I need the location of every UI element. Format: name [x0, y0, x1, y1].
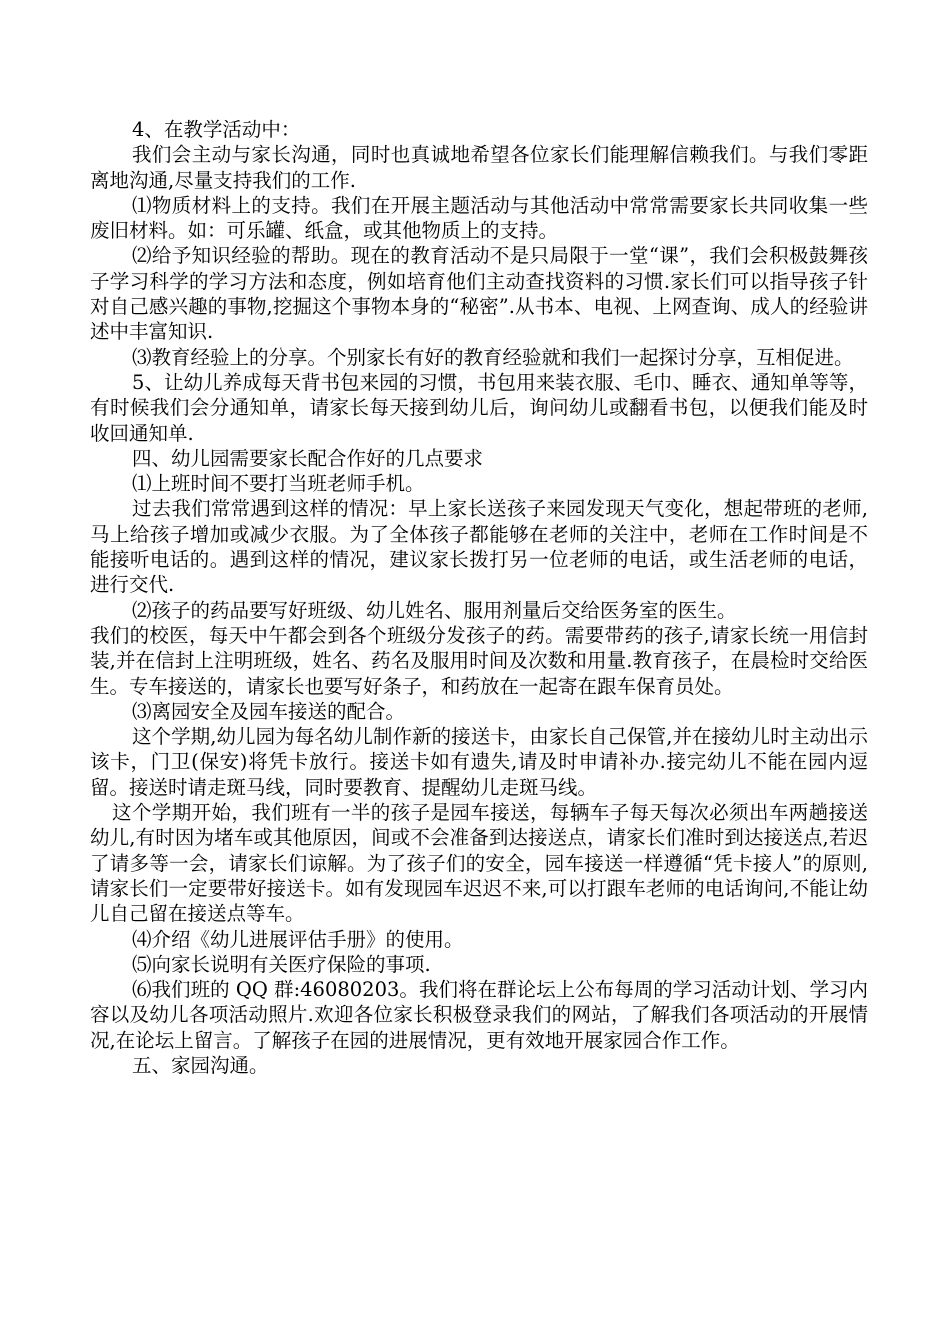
section-heading: 五、家园沟通。 [132, 1053, 269, 1077]
list-item: ⑶教育经验上的分享。个别家长有好的教育经验就和我们一起探讨分享，互相促进。 [132, 345, 854, 369]
document-body [90, 117, 868, 1078]
paragraph: 我们会主动与家长沟通，同时也真诚地希望各位家长们能理解信赖我们。与我们零距离地沟通,尽量支持我们的工作. [90, 143, 868, 192]
list-item: ⑶离园安全及园车接送的配合。 [132, 699, 406, 723]
paragraph: 我们的校医，每天中午都会到各个班级分发孩子的药。需要带药的孩子,请家长统一用信封装,并在信封上注明班级，姓名、药名及服用时间及次数和用量.教育孩子，在晨检时交给医生。专车接送的，请家长也要写好条子，和药放在一起寄在跟车保育员处。 [90, 623, 868, 698]
list-item: ⑸向家长说明有关医疗保险的事项. [132, 952, 431, 976]
list-item: ⑹我们班的 QQ 群:46080203。我们将在群论坛上公布每周的学习活动计划、学习内容以及幼儿各项活动照片.欢迎各位家长积极登录我们的网站，了解我们各项活动的开展情况,在论坛上留言。了解孩子在园的进展情况，更有效地开展家园合作工作。 [90, 978, 868, 1052]
section-heading: 四、幼儿园需要家长配合作好的几点要求 [132, 446, 484, 470]
list-item: ⑴上班时间不要打当班老师手机。 [132, 472, 425, 496]
list-item: ⑵给予知识经验的帮助。现在的教育活动不是只局限于一堂“课”，我们会积极鼓舞孩子学习科学的学习方法和态度，例如培育他们主动查找资料的习惯.家长们可以指导孩子针对自己感兴趣的事物,挖掘这个事物本身的“秘密”.从书本、电视、上网查询、成人的经验讲述中丰富知识. [90, 244, 868, 344]
paragraph: 这个学期,幼儿园为每名幼儿制作新的接送卡，由家长自己保管,并在接幼儿时主动出示该卡，门卫(保安)将凭卡放行。接送卡如有遗失,请及时申请补办.接完幼儿不能在园内逗留。接送时请走斑马线，同时要教育、提醒幼儿走斑马线。 [90, 725, 868, 799]
paragraph: 这个学期开始，我们班有一半的孩子是园车接送，每辆车子每天每次必须出车两趟接送幼儿,有时因为堵车或其他原因，间或不会准备到达接送点，请家长们准时到达接送点,若迟了请多等一会，请家长们谅解。为了孩子们的安全，园车接送一样遵循“凭卡接人”的原则,请家长们一定要带好接送卡。如有发现园车迟迟不来,可以打跟车老师的电话询问,不能让幼儿自己留在接送点等车。 [90, 801, 868, 926]
list-item: ⑵孩子的药品要写好班级、幼儿姓名、服用剂量后交给医务室的医生。 [132, 598, 737, 622]
section-heading: 5、让幼儿养成每天背书包来园的习惯，书包用来装衣服、毛巾、睡衣、通知单等等，有时候我们会分通知单，请家长每天接到幼儿后，询问幼儿或翻看书包，以便我们能及时收回通知单. [90, 370, 868, 445]
list-item: ⑴物质材料上的支持。我们在开展主题活动与其他活动中常常需要家长共同收集一些废旧材料。如：可乐罐、纸盒，或其他物质上的支持。 [90, 193, 868, 243]
section-heading: 4、在教学活动中： [132, 118, 301, 141]
paragraph: 过去我们常常遇到这样的情况：早上家长送孩子来园发现天气变化，想起带班的老师,马上给孩子增加或减少衣服。为了全体孩子都能够在老师的关注中，老师在工作时间是不能接听电话的。遇到这样的情况，建议家长拨打另一位老师的电话，或生活老师的电话，进行交代. [90, 497, 868, 597]
list-item: ⑷介绍《幼儿进展评估手册》的使用。 [132, 927, 464, 951]
